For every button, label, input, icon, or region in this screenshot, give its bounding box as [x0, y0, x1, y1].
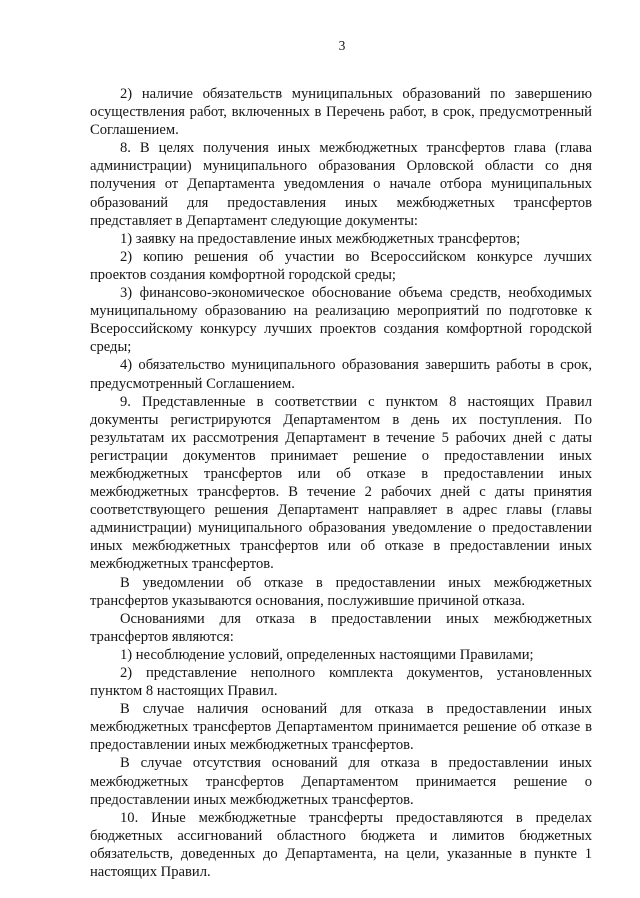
paragraph-10: 1) несоблюдение условий, определенных настоящими Правилами; [120, 646, 534, 663]
paragraph-2: 8. В целях получения иных межбюджетных трансфертов глава (глава администрации) муниципального образования Орловской области со дня получения от Департамента уведомления о начале отбора муниципальных образований для предоставления иных межбюджетных трансфертов представляет в Департамент следующие документы: [90, 140, 592, 229]
paragraph-3: 1) заявку на предоставление иных межбюджетных трансфертов; [120, 230, 521, 247]
paragraph-14: 10. Иные межбюджетные трансферты предоставляются в пределах бюджетных ассигнований областного бюджета и лимитов бюджетных обязательств, доведенных до Департамента, на цели, указанные в пункте 1 настоящих Правил. [90, 809, 592, 881]
paragraph-5: 3) финансово-экономическое обоснование объема средств, необходимых муниципальному образованию на реализацию мероприятий по подготовке к Всероссийскому конкурсу лучших проектов создания комфортной городской среды; [90, 285, 592, 356]
paragraph-7: 9. Представленные в соответствии с пунктом 8 настоящих Правил документы регистрируются Департаментом в день их поступления. По результатам их рассмотрения Департамент в течение 5 рабочих дней с даты регистрации документов принимает решение о предоставлении иных межбюджетных трансфертов или об отказе в предоставлении иных межбюджетных трансфертов. В течение 2 рабочих дней с даты принятия соответствующего решения Департамент направляет в адрес главы (главы администрации) муниципального образования уведомление о предоставлении иных межбюджетных трансфертов или об отказе в предоставлении иных межбюджетных трансфертов. [90, 393, 592, 573]
paragraph-6: 4) обязательство муниципального образования завершить работы в срок, предусмотренный Соглашением. [90, 357, 592, 392]
paragraph-12: В случае наличия оснований для отказа в предоставлении иных межбюджетных трансфертов Департаментом принимается решение об отказе в предоставлении иных межбюджетных трансфертов. [90, 701, 592, 754]
paragraph-11: 2) представление неполного комплекта документов, установленных пунктом 8 настоящих Правил. [90, 665, 592, 700]
paragraph-9: Основаниями для отказа в предоставлении иных межбюджетных трансфертов являются: [90, 610, 592, 645]
paragraph-4: 2) копию решения об участии во Всероссийском конкурсе лучших проектов создания комфортной городской среды; [90, 248, 592, 283]
paragraph-1: 2) наличие обязательств муниципальных образований по завершению осуществления работ, включенных в Перечень работ, в срок, предусмотренный Соглашением. [90, 86, 592, 139]
paragraph-8: В уведомлении об отказе в предоставлении иных межбюджетных трансфертов указываются основания, послужившие причиной отказа. [90, 574, 592, 609]
page-number: 3 [338, 38, 346, 53]
paragraph-13: В случае отсутствия оснований для отказа в предоставлении иных межбюджетных трансфертов Департаментом принимается решение о предоставлении иных межбюджетных трансфертов. [90, 755, 592, 808]
